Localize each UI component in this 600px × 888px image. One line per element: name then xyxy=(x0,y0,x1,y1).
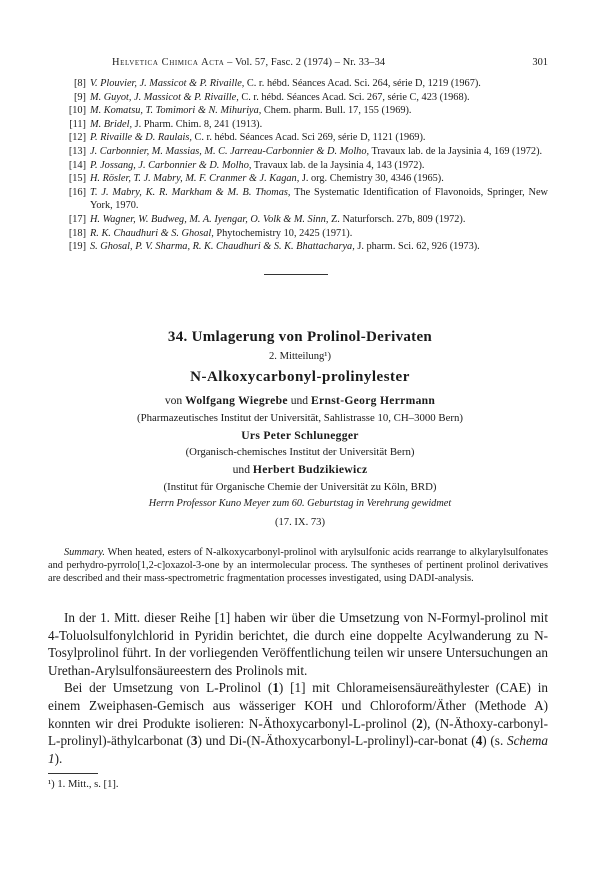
authors-line-1 xyxy=(40,394,560,407)
reference-source: J. org. Chemistry 30, 4346 (1965). xyxy=(299,173,444,185)
reference-authors: H. Wagner, W. Budweg, M. A. Iyengar, O. Volk & M. Sinn, xyxy=(90,213,329,225)
reference-item xyxy=(60,131,548,145)
reference-number: [19] xyxy=(68,241,86,253)
author-schlunegger: Urs Peter Schlunegger xyxy=(241,429,359,442)
reference-item xyxy=(60,77,548,91)
reference-authors: M. Komatsu, T. Tomimori & N. Mihuriya, xyxy=(90,105,262,117)
dedication: Herrn Professor Kuno Meyer zum 60. Geburtstag in Verehrung gewidmet xyxy=(148,498,452,509)
reference-text xyxy=(90,213,548,227)
compound-2: 2 xyxy=(416,715,423,731)
reference-number: [12] xyxy=(68,132,86,144)
reference-authors: R. K. Chaudhuri & S. Ghosal, xyxy=(90,227,214,239)
reference-text xyxy=(90,145,548,159)
section-separator xyxy=(264,274,328,275)
reference-item xyxy=(60,159,548,173)
reference-text xyxy=(90,186,548,213)
reference-item xyxy=(60,227,548,241)
reference-source: Travaux lab. de la Jaysinia 4, 169 (1972). xyxy=(369,145,543,157)
journal-running-title xyxy=(112,57,385,68)
p2-text-c: ), (N-Äthoxy-carbonyl-L-prolinyl)-äthylcarbonat ( xyxy=(48,715,548,749)
reference-source: J. Pharm. Chim. 8, 241 (1913). xyxy=(132,118,263,130)
reference-text xyxy=(90,227,548,241)
journal-name: Helvetica Chimica Acta xyxy=(112,57,225,68)
reference-text xyxy=(90,104,548,118)
p2-text-b: ) [1] mit Chlorameisensäureäthylester (CAE) in einem Zweiphasen-Gemisch aus wässeriger KOH und Chloroform/Äther (Methode A) konnten wir drei Produkte isolieren: N-Äthoxycarbonyl-L-prolinol ( xyxy=(48,680,548,731)
received-date: (17. IX. 73) xyxy=(274,517,325,528)
reference-source: C. r. hébd. Séances Acad. Sci. 267, série C, 423 (1968). xyxy=(238,91,470,103)
und-word-2: und xyxy=(232,463,253,476)
schema-reference: Schema 1 xyxy=(48,733,548,766)
reference-item xyxy=(60,172,548,186)
reference-number: [8] xyxy=(73,78,86,89)
reference-number: [18] xyxy=(68,227,86,239)
reference-source: The Systematic Identification of Flavonoids, Springer, New York, 1970. xyxy=(90,186,548,212)
reference-item xyxy=(60,118,548,132)
reference-source: Z. Naturforsch. 27b, 809 (1972). xyxy=(328,213,466,225)
reference-item xyxy=(60,145,548,159)
reference-authors: M. Guyot, J. Massicot & P. Rivaille, xyxy=(90,91,239,103)
article-subtitle: N-Alkoxycarbonyl-prolinylester xyxy=(190,369,410,385)
reference-source: Phytochemistry 10, 2425 (1971). xyxy=(213,227,353,239)
running-header xyxy=(68,57,548,71)
summary-abstract xyxy=(48,546,548,586)
summary-label: Summary. xyxy=(64,547,105,558)
p2-text-f: ). xyxy=(54,750,63,766)
reference-item xyxy=(60,186,548,213)
reference-item xyxy=(60,104,548,118)
compound-1: 1 xyxy=(272,680,279,696)
reference-text xyxy=(90,240,548,254)
compound-4: 4 xyxy=(475,733,483,749)
reference-authors: H. Rösler, T. J. Mabry, M. F. Cranmer & J. Kagan, xyxy=(90,173,300,185)
article-title: 34. Umlagerung von Prolinol-Derivaten xyxy=(167,329,433,345)
p2-text-e: ) (s. xyxy=(482,733,507,749)
author-budzikiewicz: Herbert Budzikiewicz xyxy=(252,463,368,476)
reference-number: [9] xyxy=(73,91,86,103)
footnote-rule xyxy=(48,773,98,774)
author-wiegrebe: Wolfgang Wiegrebe xyxy=(185,394,288,407)
reference-source: C. r. hébd. Séances Acad. Sci 269, série D, 1121 (1969). xyxy=(191,132,426,144)
summary-text: When heated, esters of N-alkoxycarbonyl-prolinol with arylsulfonic acids rearrange to alkylarylsulfonates and perhydro-pyrrolo[1,2-c]oxazol-3-one by an intermolecular process. The syntheses of pertinent prolinol derivatives are described and their mass-spectrometric fragmentation processes investigated, using DADI-analysis. xyxy=(48,547,548,585)
reference-source: C. r. hébd. Séances Acad. Sci. 264, série D, 1219 (1967). xyxy=(244,78,481,89)
reference-text xyxy=(90,172,548,186)
compound-3: 3 xyxy=(190,733,198,749)
reference-source: Chem. pharm. Bull. 17, 155 (1969). xyxy=(261,105,412,117)
issue-info: – Vol. 57, Fasc. 2 (1974) – Nr. 33–34 xyxy=(227,57,386,68)
reference-list xyxy=(60,77,548,254)
body-text xyxy=(48,609,548,767)
von-word: von xyxy=(164,394,186,407)
author-herrmann: Ernst-Georg Herrmann xyxy=(311,394,436,407)
reference-authors: M. Bridel, xyxy=(90,118,133,130)
p2-text-d: ) und Di-(N-Äthoxycarbonyl-L-prolinyl)-car-bonat ( xyxy=(197,733,476,749)
reference-authors: J. Carbonnier, M. Massias, M. C. Jarreau-Carbonnier & D. Molho, xyxy=(90,145,370,157)
p2-text-a: Bei der Umsetzung von L-Prolinol ( xyxy=(64,680,273,696)
paragraph-2 xyxy=(48,679,548,767)
page-number: 301 xyxy=(532,57,548,68)
reference-source: J. pharm. Sci. 62, 926 (1973). xyxy=(354,241,480,253)
reference-item xyxy=(60,213,548,227)
affiliation-bern-chem: (Organisch-chemisches Institut der Universität Bern) xyxy=(185,446,415,458)
reference-number: [13] xyxy=(68,145,86,157)
authors-line-3 xyxy=(40,463,560,476)
affiliation-bern-pharm: (Pharmazeutisches Institut der Universität, Sahlistrasse 10, CH–3000 Bern) xyxy=(137,412,463,424)
reference-item xyxy=(60,91,548,105)
reference-source: Travaux lab. de la Jaysinia 4, 143 (1972). xyxy=(251,159,425,171)
reference-text xyxy=(90,77,548,91)
reference-number: [14] xyxy=(68,159,86,171)
reference-authors: S. Ghosal, P. V. Sharma, R. K. Chaudhuri & S. K. Bhattacharya, xyxy=(90,241,355,253)
reference-text xyxy=(90,131,548,145)
reference-number: [16] xyxy=(68,186,86,198)
reference-authors: V. Plouvier, J. Massicot & P. Rivaille, xyxy=(90,78,245,89)
reference-number: [17] xyxy=(68,213,86,225)
reference-authors: T. J. Mabry, K. R. Markham & M. B. Thomas, xyxy=(90,186,291,198)
und-word: und xyxy=(287,394,311,407)
reference-text xyxy=(90,91,548,105)
article-part-note: 2. Mitteilung¹) xyxy=(268,351,332,362)
reference-authors: P. Jossang, J. Carbonnier & D. Molho, xyxy=(90,159,252,171)
affiliation-koeln: (Institut für Organische Chemie der Universität zu Köln, BRD) xyxy=(163,481,437,493)
reference-number: [10] xyxy=(68,105,86,117)
paragraph-1: In der 1. Mitt. dieser Reihe [1] haben wir über die Umsetzung von N-Formyl-prolinol mit 4-Toluolsulfonylchlorid in Pyridin berichtet, die durch eine doppelte Acylwanderung zu N-Tosylprolinol führt. In der vorliegenden Veröffentlichung teilen wir unsere Untersuchungen an Urethan-Arylsulfonsäureestern des Prolinols mit. xyxy=(48,610,548,678)
reference-number: [15] xyxy=(68,173,86,185)
footnote: ¹) 1. Mitt., s. [1]. xyxy=(48,779,119,790)
reference-text xyxy=(90,159,548,173)
reference-item xyxy=(60,240,548,254)
reference-number: [11] xyxy=(69,118,86,130)
reference-text xyxy=(90,118,548,132)
reference-authors: P. Rivaille & D. Raulais, xyxy=(90,132,192,144)
